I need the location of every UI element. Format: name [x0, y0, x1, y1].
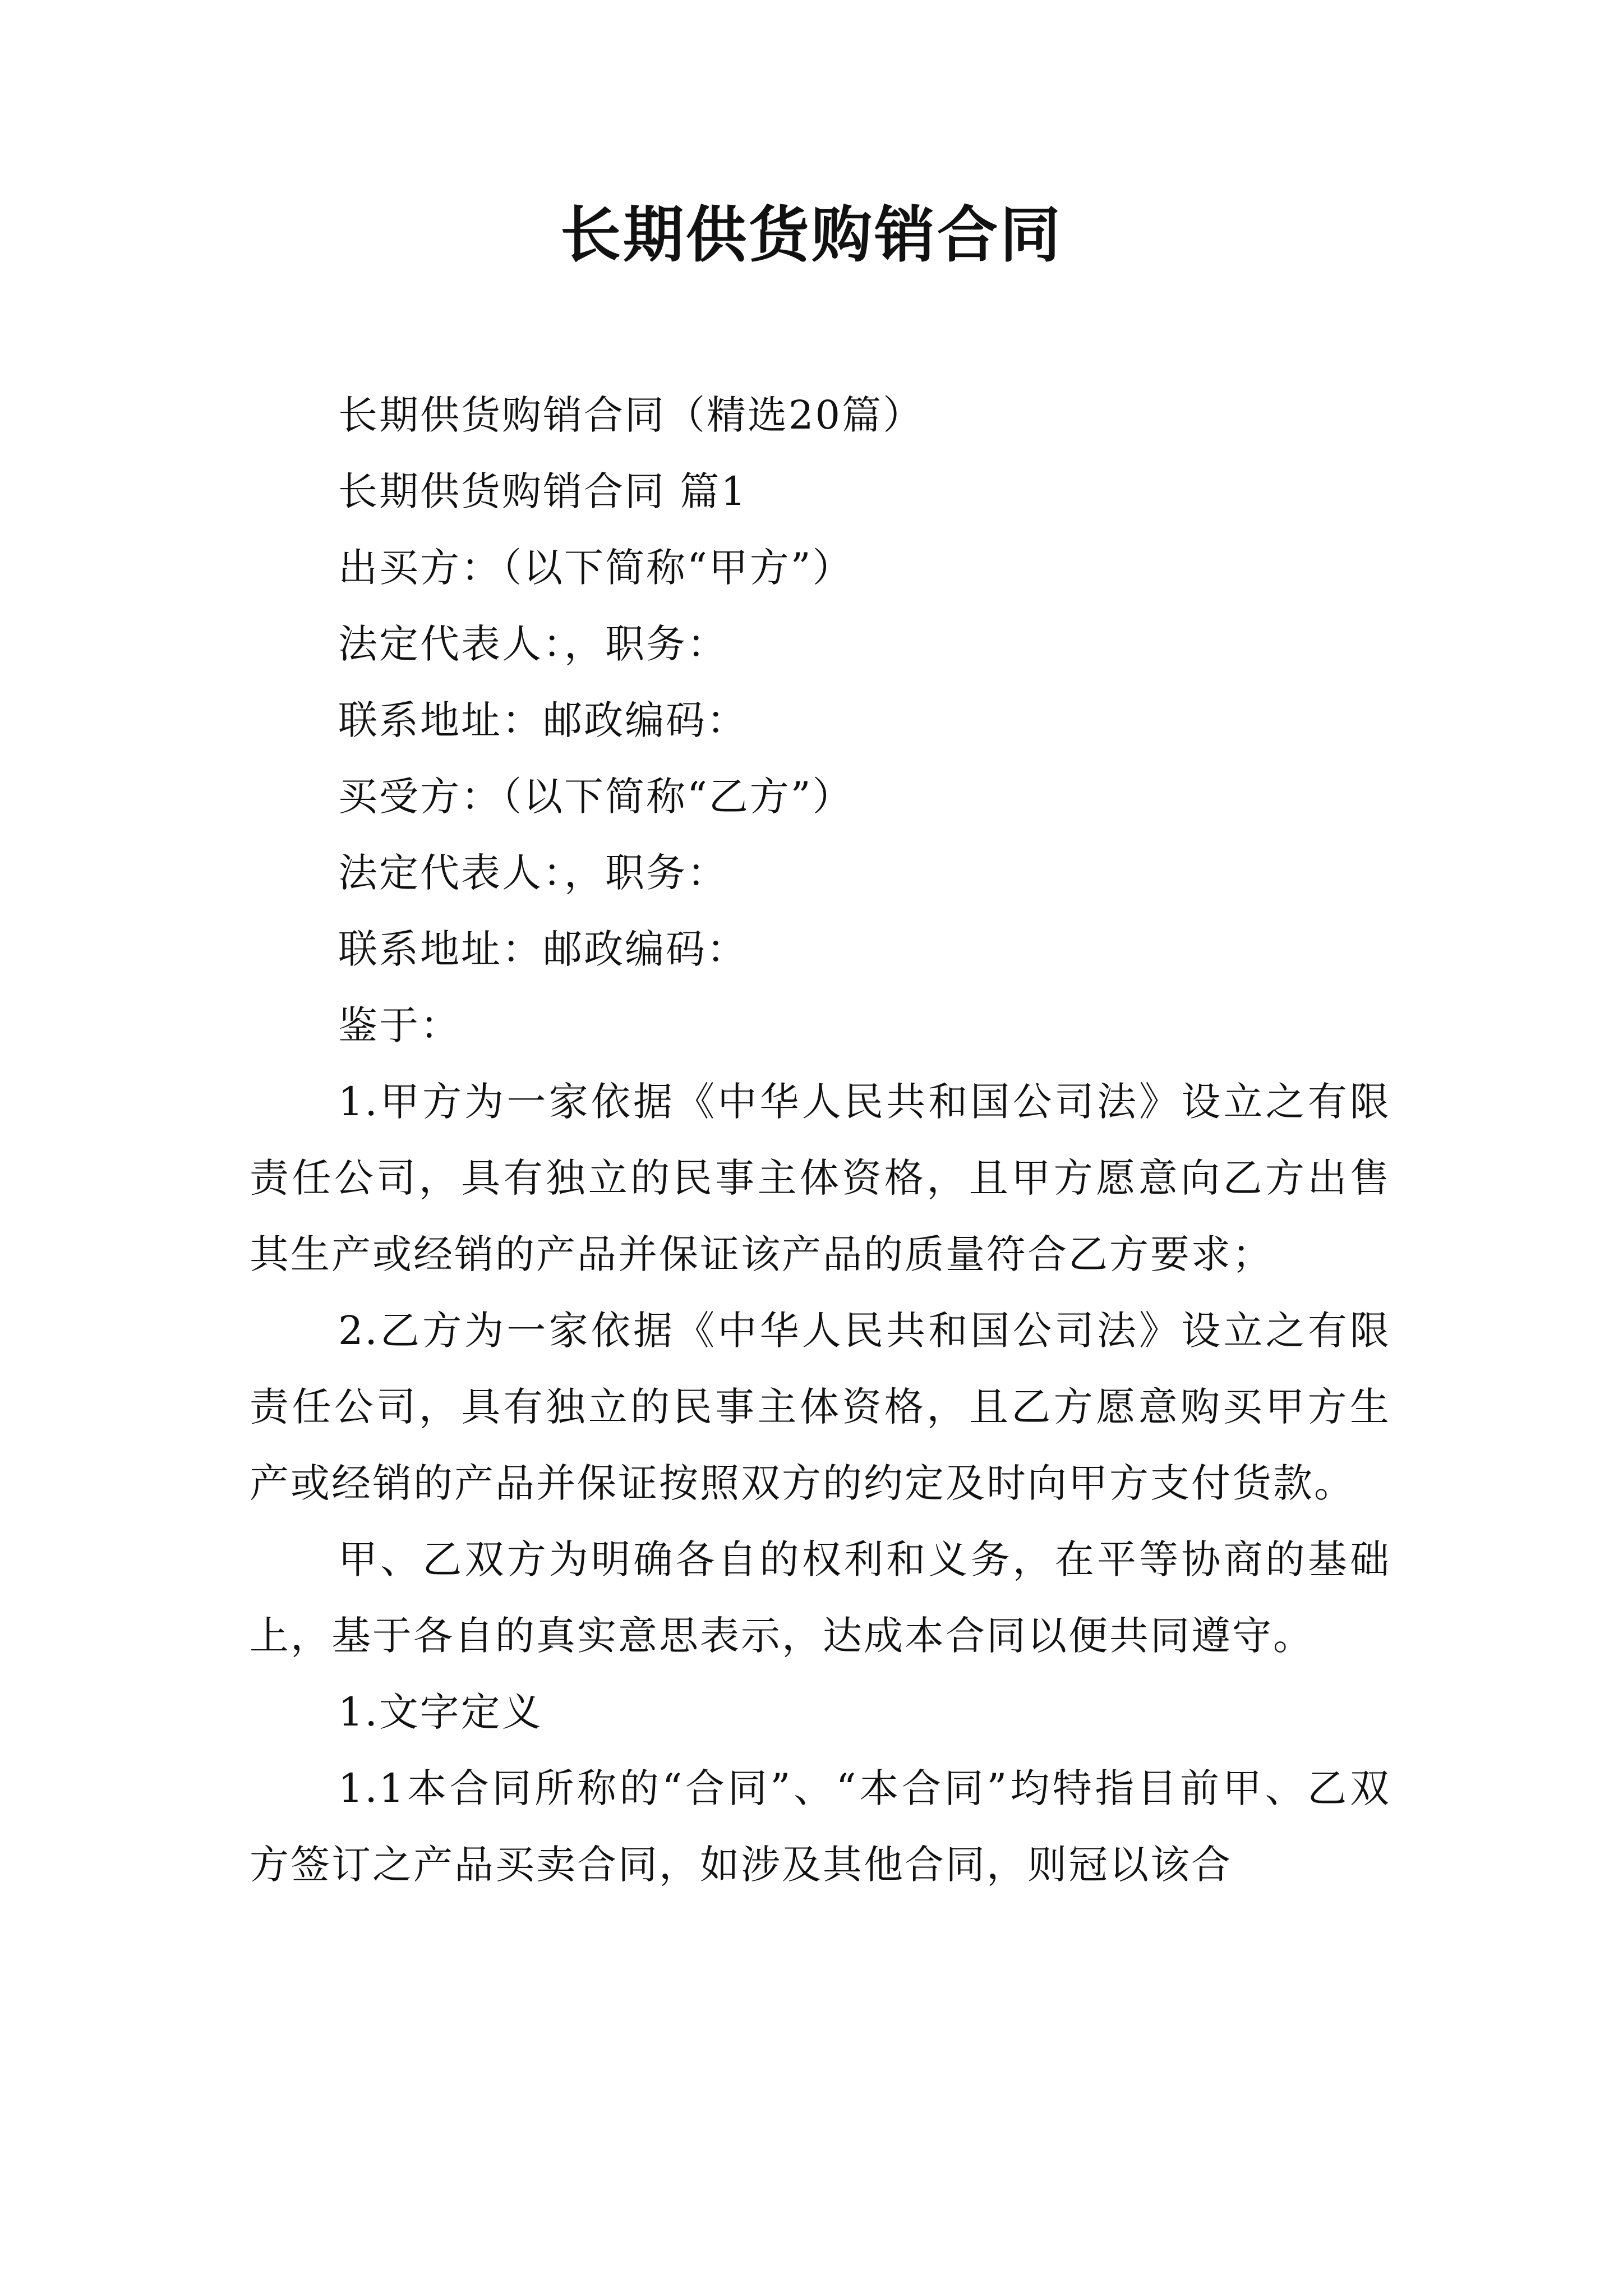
paragraph-section-definitions: 1.文字定义: [338, 1689, 543, 1735]
paragraph-clause-1-1: 1.1本合同所称的“合同”、“本合同”均特指目前甲、乙双方签订之产品买卖合同，如涉及其他合同，则冠以该合: [250, 1765, 1391, 1888]
paragraph-buyer-address: 联系地址：邮政编码：: [338, 926, 748, 972]
paragraph-recital-1: 1.甲方为一家依据《中华人民共和国公司法》设立之有限责任公司，具有独立的民事主体资格，且甲方愿意向乙方出售其生产或经销的产品并保证该产品的质量符合乙方要求；: [250, 1079, 1391, 1277]
paragraph-seller-representative: 法定代表人：，职务：: [338, 621, 728, 667]
paragraph-buyer-representative: 法定代表人：，职务：: [338, 850, 728, 896]
paragraph-recital-2: 2.乙方为一家依据《中华人民共和国公司法》设立之有限责任公司，具有独立的民事主体资格，且乙方愿意购买甲方生产或经销的产品并保证按照双方的约定及时向甲方支付货款。: [250, 1308, 1391, 1506]
paragraph-buyer: 买受方：（以下简称“乙方”）: [338, 774, 854, 820]
document-body: [250, 377, 1391, 1903]
paragraph-whereas: 鉴于：: [338, 1002, 461, 1048]
paragraph-agreement: 甲、乙双方为明确各自的权利和义务，在平等协商的基础上，基于各自的真实意思表示，达成本合同以便共同遵守。: [250, 1536, 1391, 1659]
paragraph-article-heading: 长期供货购销合同 篇1: [338, 468, 748, 514]
paragraph-collection-heading: 长期供货购销合同（精选20篇）: [338, 392, 924, 438]
document-title: 长期供货购销合同: [560, 200, 1063, 270]
paragraph-seller: 出买方：（以下简称“甲方”）: [338, 545, 854, 591]
paragraph-seller-address: 联系地址：邮政编码：: [338, 697, 748, 743]
